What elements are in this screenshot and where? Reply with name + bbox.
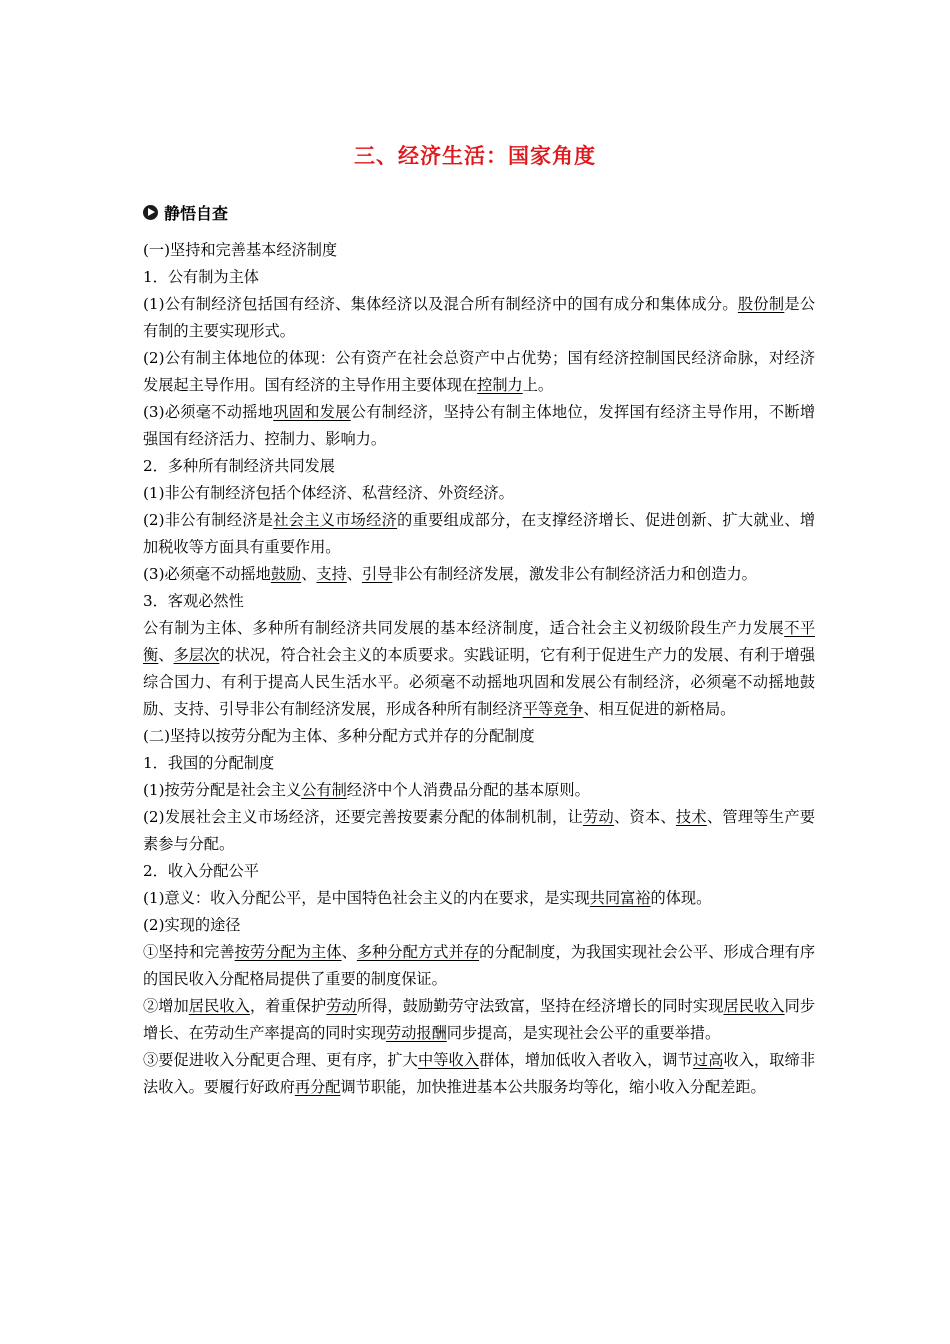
text-run: (二)坚持以按劳分配为主体、多种分配方式并存的分配制度 [143,727,535,745]
paragraph [143,750,815,777]
underlined-term: 多种分配方式并存 [356,943,480,961]
underlined-term: 公有制 [301,781,347,799]
page-title: 三、经济生活：国家角度 [354,144,596,168]
text-run: (2)发展社会主义市场经济，还要完善按要素分配的体制机制，让 [143,808,583,826]
paragraph [143,939,815,993]
text-run: (2)实现的途径 [143,916,241,934]
underlined-term: 不平衡 [143,619,816,664]
paragraph [143,777,815,804]
text-run: 所得，鼓励勤劳守法致富，坚持在经济增长的同时实现 [356,997,724,1015]
text-run: 的状况，符合社会主义的本质要求。实践证明，它有利于促进生产力的发展、有利于增强综合国力、有利于提高人民生活水平。必须毫不动摇地巩固和发展公有制经济，必须毫不动摇地鼓励、支持、引导非公有制经济发展，形成各种所有制经济 [143,646,816,718]
text-run: (2)公有制主体地位的体现：公有资产在社会总资产中占优势；国有经济控制国民经济命脉，对经济发展起主导作用。国有经济的主导作用主要体现在 [143,349,815,394]
underlined-term: 劳动 [582,808,614,826]
text-run: (3)必须毫不动摇地 [143,403,274,421]
text-run: 、资本、 [613,808,676,826]
text-run: 1．公有制为主体 [143,268,259,286]
text-run: 、 [341,943,357,961]
text-run: 上。 [522,376,554,394]
text-run: 3．客观必然性 [143,592,244,610]
text-run: 的体现。 [650,889,712,907]
paragraph [143,345,815,399]
paragraph [143,858,815,885]
text-run: (1)公有制经济包括国有经济、集体经济以及混合所有制经济中的国有成分和集体成分。 [143,295,738,313]
paragraph [143,453,815,480]
underlined-term: 中等收入 [417,1051,480,1069]
text-run: 调节职能，加快推进基本公共服务均等化，缩小收入分配差距。 [340,1078,766,1096]
underlined-term: 共同富裕 [589,889,651,907]
text-run: (1)意义：收入分配公平，是中国特色社会主义的内在要求，是实现 [143,889,590,907]
underlined-term: 再分配 [294,1078,341,1096]
underlined-term: 鼓励 [270,565,302,583]
text-run: 是公有制的主要实现形式。 [143,295,816,340]
paragraph [143,885,815,912]
text-run: (2)非公有制经济是 [143,511,274,529]
underlined-term: 居民收入 [188,997,250,1015]
text-run: 同步增长、在劳动生产率提高的同时实现 [143,997,816,1042]
text-run: 、 [301,565,317,583]
text-run: ②增加 [143,997,189,1015]
text-run: 2．收入分配公平 [143,862,259,880]
text-run: 的分配制度，为我国实现社会公平、形成合理有序的国民收入分配格局提供了重要的制度保证。 [143,943,816,988]
paragraph [143,723,815,750]
section-heading [143,200,228,224]
text-run: (3)必须毫不动摇地 [143,565,271,583]
text-run: 、相互促进的新格局。 [583,700,736,718]
underlined-term: 劳动 [326,997,357,1015]
text-run: ③要促进收入分配更合理、更有序，扩大 [143,1051,418,1069]
text-run: 、 [346,565,362,583]
text-run: (1)非公有制经济包括个体经济、私营经济、外资经济。 [143,484,514,502]
text-run: 2．多种所有制经济共同发展 [143,457,335,475]
section-heading-label: 静悟自查 [164,203,229,223]
text-run: ，着重保护 [249,997,327,1015]
underlined-term: 按劳分配为主体 [234,943,342,961]
text-run: 群体，增加低收入者收入，调节 [479,1051,693,1069]
text-run: (1)按劳分配是社会主义 [143,781,302,799]
text-run: 非公有制经济发展，激发非公有制经济活力和创造力。 [392,565,757,583]
text-run: 的重要组成部分，在支撑经济增长、促进创新、扩大就业、增加税收等方面具有重要作用。 [143,511,816,556]
text-run: 、 [158,646,174,664]
underlined-term: 技术 [675,808,707,826]
underlined-term: 控制力 [477,376,523,394]
paragraph [143,588,815,615]
paragraph [143,399,815,453]
underlined-term: 多层次 [173,646,220,664]
paragraph [143,237,815,264]
underlined-term: 过高 [692,1051,724,1069]
paragraph [143,615,815,723]
paragraph [143,1047,815,1101]
paragraph [143,480,815,507]
paragraph [143,561,815,588]
paragraph [143,993,815,1047]
text-run: 经济中个人消费品分配的基本原则。 [346,781,590,799]
text-run: 收入，取缔非法收入。要履行好政府 [143,1051,816,1096]
text-run: ①坚持和完善 [143,943,235,961]
paragraph [143,507,815,561]
underlined-term: 股份制 [737,295,785,313]
text-run: 同步提高，是实现社会公平的重要举措。 [446,1024,721,1042]
text-run: 公有制经济，坚持公有制主体地位，发挥国有经济主导作用，不断增强国有经济活力、控制力、影响力。 [143,403,816,448]
paragraph [143,912,815,939]
underlined-term: 居民收入 [723,997,785,1015]
text-run: (一)坚持和完善基本经济制度 [143,241,338,259]
text-run: 公有制为主体、多种所有制经济共同发展的基本经济制度，适合社会主义初级阶段生产力发展 [143,619,785,637]
underlined-term: 劳动报酬 [386,1024,447,1042]
underlined-term: 巩固和发展 [273,403,351,421]
document-body [143,237,815,1101]
text-run: 1．我国的分配制度 [143,754,275,772]
play-circle-icon [143,205,158,220]
paragraph [143,291,815,345]
paragraph [143,264,815,291]
paragraph [143,804,815,858]
underlined-term: 社会主义市场经济 [273,511,398,529]
text-run: 、管理等生产要素参与分配。 [143,808,816,853]
underlined-term: 支持 [316,565,347,583]
underlined-term: 引导 [361,565,393,583]
underlined-term: 平等竞争 [522,700,584,718]
